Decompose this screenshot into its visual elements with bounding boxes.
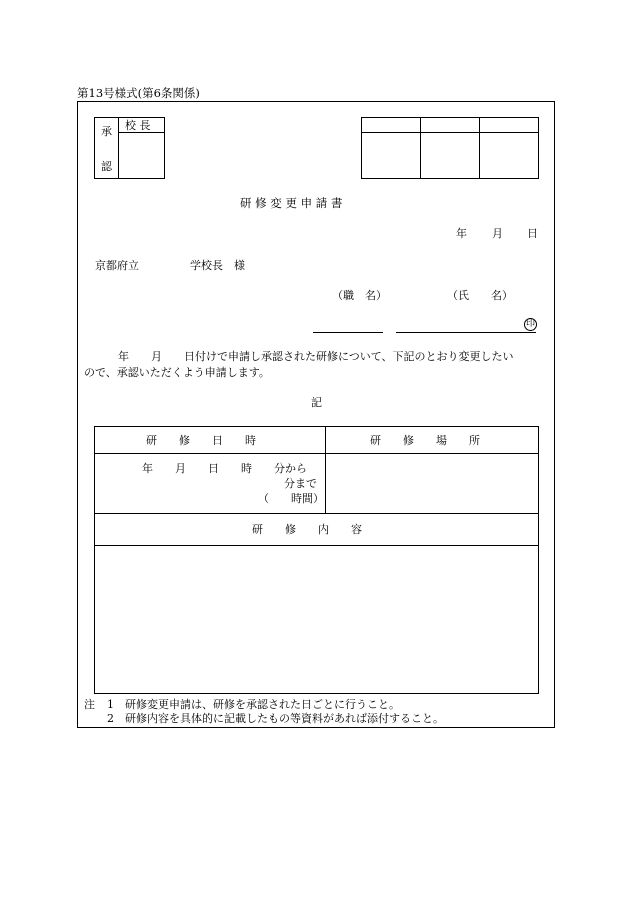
- form-label: 第13号様式(第6条関係): [77, 86, 200, 100]
- note-1: 研修変更申請は、研修を承認された日ごとに行うこと。: [125, 698, 400, 711]
- datetime-to: 分まで: [284, 477, 317, 490]
- body-line-1: 年 月 日付けで申請し承認された研修について、下記のとおり変更したい: [118, 350, 514, 363]
- position-underline: [313, 332, 383, 333]
- date-month: 月: [492, 227, 503, 240]
- notes-prefix: 注: [84, 698, 95, 711]
- header-content: 研 修 内 容: [252, 523, 362, 536]
- date-day: 日: [527, 227, 538, 240]
- addressee-prefix: 京都府立: [95, 259, 139, 272]
- datetime-hours: （ 時間）: [258, 492, 324, 505]
- header-datetime: 研 修 日 時: [146, 434, 256, 447]
- addressee-suffix: 学校長 様: [190, 259, 245, 272]
- body-line-2: ので、承認いただくよう申請します。: [84, 366, 270, 379]
- name-label: （氏 名）: [447, 289, 513, 302]
- ki-label: 記: [311, 396, 322, 409]
- note-2: 研修内容を具体的に記載したもの等資料があれば添付すること。: [125, 712, 444, 725]
- date-year: 年: [456, 227, 467, 240]
- form-title: 研 修 変 更 申 請 書: [240, 196, 343, 210]
- note-1-number: 1: [107, 698, 114, 711]
- stamp-grid: [361, 117, 539, 179]
- name-underline: [396, 332, 536, 333]
- principal-label: 校 長: [125, 119, 151, 132]
- approval-label-nin: 認: [101, 160, 112, 173]
- header-place: 研 修 場 所: [370, 434, 480, 447]
- approval-label-ka: 承: [101, 125, 112, 138]
- position-label: （職 名）: [332, 289, 387, 302]
- note-2-number: 2: [107, 712, 114, 725]
- seal-mark: 印: [525, 319, 535, 329]
- datetime-from: 年 月 日 時 分から: [142, 462, 307, 475]
